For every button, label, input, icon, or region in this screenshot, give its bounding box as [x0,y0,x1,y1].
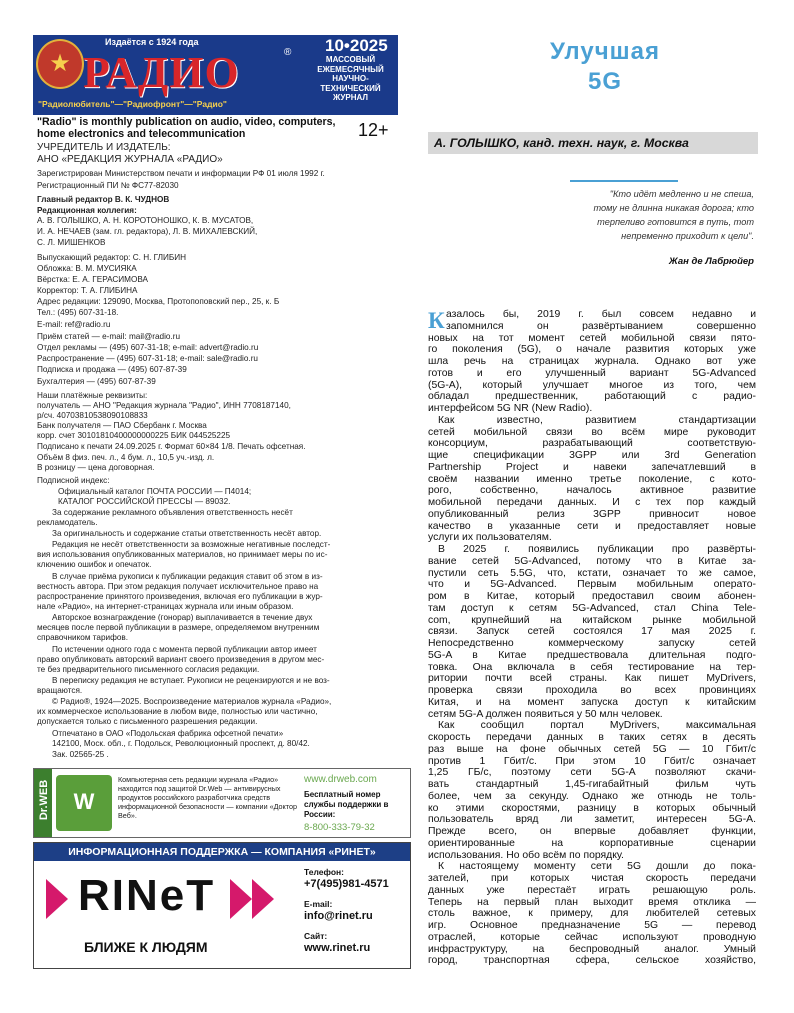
article-line: раз выше на фоне обычных сетей 5G — 10 Гбит/с [428,743,756,755]
issue-number: 10•2025 [325,36,388,55]
magazine-title: РАДИО [83,48,240,97]
epigraph-line: "Кто идёт медленно и не спеша, [609,189,754,199]
imprint-line: их коммерческое использование в любом виде, полностью или частично, [37,707,318,716]
article-line: 1,25 ГБ/с, поэтому сети 5G-A позволяют скачи- [428,767,756,779]
masthead [33,35,398,115]
phone-label: Телефон: [304,867,344,877]
article-line: новых на тот момент сетей мобильной связи пято- [428,332,756,344]
imprint-line: распространение принятого произведения, включая его публикации в жур- [37,592,323,601]
article-line: готов и его улучшенный вариант 5G-Advanced [428,367,756,379]
imprint-line: Регистрационный ПИ № ФС77-82030 [37,181,179,190]
imprint-line: Распространение — (495) 607-31-18; e-mail: sale@radio.ru [37,354,258,363]
article-line: com, крупнейший на китайском рынке мобильной [428,614,756,626]
imprint-line: С. Л. МИШЕНКОВ [37,238,106,247]
imprint-line: Обложка: В. М. МУСИЯКА [37,264,137,273]
drweb-ad[interactable] [33,768,411,838]
article-line: город, транспортная сфера, сельское хозяйство, [428,955,756,967]
imprint-line: УЧРЕДИТЕЛЬ И ИЗДАТЕЛЬ: [37,142,171,153]
imprint-line: В случае приёма рукописи к публикации редакция ставит об этом в из- [52,572,323,581]
drweb-phone: 8-800-333-79-32 [304,822,375,833]
article-line: опубликованный релиз 3GPP привносит новое [428,508,756,520]
imprint-line: Подписной индекс: [37,476,110,485]
rinet-header: ИНФОРМАЦИОННАЯ ПОДДЕРЖКА — КОМПАНИЯ «РИНЕТ» [34,843,410,861]
article-line: го поколения (5G), о начале развития которых уже [428,344,756,356]
imprint-line: право опубликовать авторский вариант своего произведения в другом мес- [37,655,325,664]
imprint-line: р/сч. 40703810538090108833 [37,411,148,420]
drweb-spider-logo-icon: W [56,775,112,831]
article-line: отраслей, которые сейчас используют проводную [428,931,756,943]
imprint-line: Подписано к печати 24.09.2025 г. Формат 60×84 1/8. Печать офсетная. [37,442,306,451]
article-title: Улучшая 5G [550,38,660,95]
article-line: К настоящему моменту сети 5G дошли до пока- [438,861,756,873]
imprint-line: КАТАЛОГ РОССИЙСКОЙ ПРЕССЫ — 89032. [58,497,231,506]
imprint-line: По истечении одного года с момента первой публикации автор имеет [52,645,317,654]
play-icon [252,879,274,919]
imprint-line: За оригинальность и содержание статьи ответственность несёт автор. [52,529,322,538]
imprint-email[interactable]: E-mail: ref@radio.ru [37,320,111,329]
epigraph-author: Жан де Лабрюйер [668,256,754,267]
imprint-line: вращаются. [37,686,83,695]
article-line: связи. Запуск сетей состоялся 17 мая 2025 г. [428,626,756,638]
imprint-line: вия использования опубликованных материалов, но принимает меры по ис- [37,550,328,559]
rinet-email[interactable]: info@rinet.ru [304,910,373,922]
rinet-logo: RINeT [78,871,216,920]
imprint-line: корр. счет 30101810400000000225 БИК 044525225 [37,431,231,440]
imprint-line: Редакция не несёт ответственности за возможные негативные последст- [52,540,331,549]
imprint-line: Главный редактор В. К. ЧУДНОВ [37,195,170,204]
article-line: Как сообщил портал MyDrivers, максимальная [438,720,756,732]
imprint-line: Бухгалтерия — (495) 607-87-39 [37,377,156,386]
article-line: инфраструктуру, на беспроводный аналог. Умный [428,943,756,955]
imprint-line: В переписку редакция не вступает. Рукописи не рецензируются и не воз- [52,676,330,685]
imprint-line: получатель — АНО "Редакция журнала "Радио", ИНН 7708187140, [37,401,291,410]
registered-mark: ® [284,47,292,58]
article-line: консорциум, разрабатывающий соответствую- [428,438,756,450]
article-line: вать стандартный 1,45-гигабайтный фильм чуть [428,779,756,790]
article-line: мобильной передачи данных. И с тех пор каждый [428,497,756,508]
epigraph-line: непременно приходит к цели". [621,231,754,241]
drweb-url[interactable]: www.drweb.com [304,774,377,785]
article-line: использования. Но обо всём по порядку. [428,849,624,861]
epigraph-rule [570,180,678,182]
imprint-line: Редакционная коллегия: [37,206,137,215]
article-line: рого, собственно, началось активное развитие [428,485,756,497]
imprint-line: Наши платёжные реквизиты: [37,391,148,400]
article-line: Непосредственно коммерческому запуску сетей [428,638,756,649]
article-line: обладал предшественник, работающий с радио- [428,391,756,403]
article-line: запомнился он развёртыванием совершенно [446,320,756,332]
imprint-line: Приём статей — e-mail: mail@radio.ru [37,332,181,341]
english-description: "Radio" is monthly publication on audio, video, computers, home electronics and telecommunication [37,116,336,140]
imprint-line: допускается только с письменного разрешения редакции. [37,717,258,726]
article-line: В 2025 г. появились публикации про развёрты- [438,544,756,555]
article-line: Теперь на первый план выходит время отклика — [428,896,756,908]
imprint-line: рекламодатель. [37,518,98,527]
imprint-line: Отдел рекламы — (495) 607-31-18; e-mail: advert@radio.ru [37,343,259,352]
article-line: более, чем за секунду. Однако же отнюдь не толь- [428,790,756,802]
imprint-line: Объём 8 физ. печ. л., 4 бум. л., 10,5 уч.-изд. л. [37,453,215,462]
article-line: данных уже перестаёт играть решающую роль. [428,884,756,896]
article-line: там доступ к сетям 5G-Advanced, стал China Tele- [428,602,756,614]
imprint-line: Отпечатано в ОАО «Подольская фабрика офсетной печати» [52,729,284,738]
article-line: (5G-A), который улучшает многое из того, чем [428,379,756,391]
article-line: столь важное, к примеру, для любителей сетевых [428,908,756,920]
imprint-line: В розницу — цена договорная. [37,463,155,472]
play-icon [230,879,252,919]
magazine-description: МАССОВЫЙ ЕЖЕМЕСЯЧНЫЙ НАУЧНО-ТЕХНИЧЕСКИЙ ЖУРНАЛ [317,55,384,102]
drop-cap: К [428,308,445,333]
imprint-line: И. А. НЕЧАЕВ (зам. гл. редактора), Л. В. МИХАЛЕВСКИЙ, [37,227,258,236]
imprint-line: Банк получателя — ПАО Сбербанк г. Москва [37,421,207,430]
article-line: Partnership Project и навеки запечатлевший в [428,461,756,473]
age-rating: 12+ [358,120,389,140]
article-line: качество в указанные сети и предоставляет новые [428,520,756,532]
imprint-line: 142100, Моск. обл., г. Подольск, Революционный проспект, д. 80/42. [52,739,310,748]
article-line: услуги их пользователям. [428,532,552,544]
imprint-line: справочником тарифов. [37,633,129,642]
drweb-text: Компьютерная сеть редакции журнала «Радио» находится под защитой Dr.Web — антивирусных продуктов российского разработчика средств информационной безопасности — компании «Доктор Веб». [118,775,297,820]
imprint-line: Выпускающий редактор: С. Н. ГЛИБИН [37,253,187,262]
article-line: сетям 5G-A должен появиться у 50 млн человек. [428,708,663,720]
article-line: скорость передачи данных в таких сетях в десять [428,732,756,743]
article-line: ко этими скоростями, разницу в которых обычный [428,802,756,814]
site-label: Сайт: [304,931,328,941]
article-line: против 1 Гбит/с. При этом 10 Гбит/с означает [428,755,756,767]
article-line: 5G-A в Китае предшествовала длительная подго- [428,649,756,661]
article-author: А. ГОЛЫШКО, канд. техн. наук, г. Москва [434,136,689,150]
article-line: интерфейсом 5G NR (New Radio). [428,403,593,414]
imprint-line: Зарегистрирован Министерством печати и информации РФ 01 июля 1992 г. [37,169,325,178]
article-line: пользователь вряд ли заметит, интересен 5G-A. [428,814,756,826]
rinet-site[interactable]: www.rinet.ru [304,942,371,954]
article-line: ориентированные на корпоративные сценарии [428,837,756,849]
rinet-phone: +7(495)981-4571 [304,878,389,890]
imprint-line: те без предварительного письменного согласия редакции. [37,665,260,674]
imprint-line: Адрес редакции: 129090, Москва, Протопоповский пер., 25, к. Б [37,297,280,306]
article-line: игр. Основное предназначение 5G — перевод [428,920,756,931]
article-line: шла речь на страницах журнала. Однако вот уже [428,356,756,367]
article-line: что и 5G-Advanced. Первым мобильным операто- [428,579,756,591]
imprint-line: АНО «РЕДАКЦИЯ ЖУРНАЛА «РАДИО» [37,154,223,165]
imprint-line: месяцев после первой публикации в размере, определяемом внутренним [37,623,320,632]
article-line: ритории почти всей страны. Как пишет MyDrivers, [428,673,756,685]
since-label: Издаётся с 1924 года [105,37,199,47]
imprint-line: Зак. 02565-25 . [52,750,109,759]
article-line: Прежде всего, он впервые добавляет функции, [428,826,756,837]
drweb-side-band: Dr.WEB [34,769,52,837]
epigraph-line: тому не длинна никакая дорога; кто [593,203,754,213]
email-label: E-mail: [304,899,333,909]
imprint-line: Вёрстка: Е. А. ГЕРАСИМОВА [37,275,149,284]
article-line: проверка связи проходила во всех провинциях [428,685,756,696]
imprint-line: © Радио®, 1924—2025. Воспроизведение материалов журнала «Радио», [52,697,332,706]
masthead-slogan: "Радиолюбитель"—"Радиофронт"—"Радио" [38,99,227,109]
imprint-line: ключению ошибок и опечаток. [37,560,152,569]
article-line: ром в Китае, который предоставил своим абонен- [428,591,756,602]
imprint-line: А. В. ГОЛЫШКО, А. Н. КОРОТОНОШКО, К. В. МУСАТОВ, [37,216,254,225]
rinet-ad[interactable] [33,842,411,969]
article-line: сетей мобильной связи во всём мире руководит [428,426,756,438]
article-line: щие спецификации 3GPP или 3rd Generation [428,450,756,461]
article-line: зателей, при которых чистая скорость передачи [428,873,756,884]
article-line: азалось бы, 2019 г. был совсем недавно и [446,309,756,320]
article-line: товка. Она включала в себя тестирование на тер- [428,661,756,673]
imprint-line: Корректор: Т. А. ГЛИБИНА [37,286,138,295]
imprint-line: Официальный каталог ПОЧТА РОССИИ — П4014; [58,487,252,496]
drweb-support-label: Бесплатный номер службы поддержки в России: [304,790,389,819]
rinet-tagline: БЛИЖЕ К ЛЮДЯМ [84,939,208,955]
epigraph-line: терпеливо готовится в путь, тот [597,217,754,227]
imprint-line: За содержание рекламного объявления ответственность несёт [52,508,293,517]
imprint-line: Подписка и продажа — (495) 607-87-39 [37,365,187,374]
imprint-line: Авторское вознаграждение (гонорар) выплачивается в течение двух [52,613,313,622]
imprint-line: вестность автора. При этом редакция получает исключительное право на [37,582,319,591]
article-line: Китая, и на момент запуска доступ к китайским [428,696,756,708]
play-icon [46,879,68,919]
imprint-line: нале «Радио», на интернет-страницах журнала или иным образом. [37,602,294,611]
article-line: пустили сеть 5.5G, что, кстати, означает то же самое, [428,567,756,579]
imprint-line: Тел.: (495) 607-31-18. [37,308,119,317]
article-line: своём названии именно третье поколение, с кото- [428,473,756,485]
article-line: Как известно, развитием стандартизации [438,414,756,426]
ussr-emblem-icon: ★ [36,39,84,89]
article-line: вание сетей 5G-Advanced, потому что в Китае за- [428,555,756,567]
